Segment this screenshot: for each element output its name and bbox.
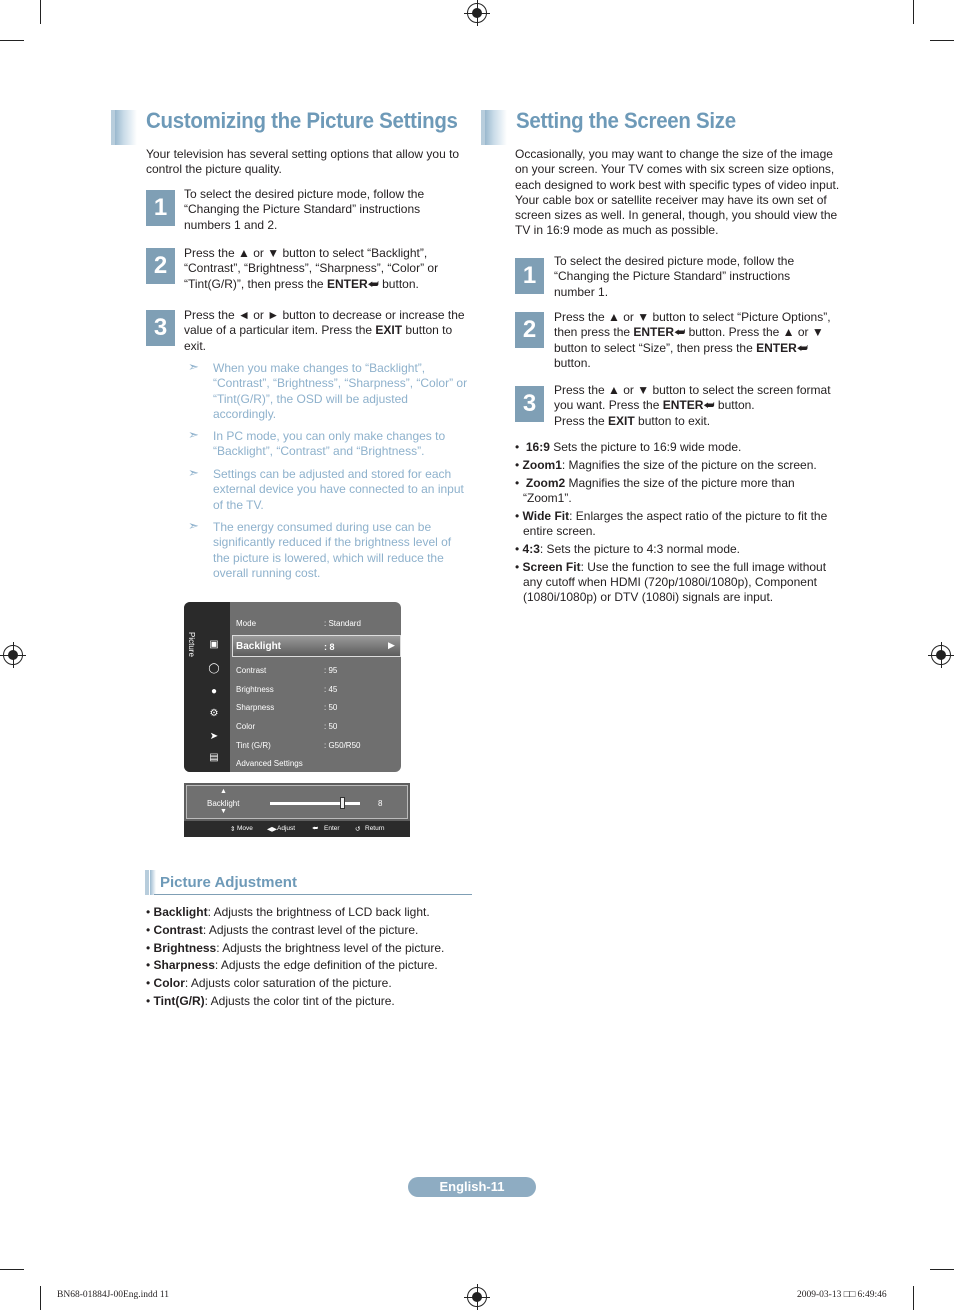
footer-adjust: Adjust	[277, 825, 296, 832]
osd-sidebar-label: Picture	[187, 632, 196, 657]
registration-mark-icon	[3, 645, 23, 665]
setup-icon: ⚙	[209, 708, 219, 719]
list-item: • 4:3: Sets the picture to 4:3 normal mode.	[515, 541, 740, 556]
osd-row-value: : 95	[324, 666, 338, 675]
crop-mark	[930, 40, 954, 41]
move-icon: ⇕	[230, 826, 236, 833]
step-number: 1	[146, 190, 175, 226]
osd-row-label: Brightness	[236, 685, 274, 694]
step-text: Press the ▲ or ▼ button to select the screen format you want. Press the ENTER⮨ button. Press the EXIT button to exit.	[554, 383, 831, 428]
crop-mark	[0, 40, 24, 41]
picture-osd-menu	[184, 602, 401, 772]
footer-file-name: BN68-01884J-00Eng.indd 11	[57, 1290, 170, 1300]
slider-footer	[184, 821, 410, 837]
step-text: Press the ▲ or ▼ button to select “Backlight”, “Contrast”, “Brightness”, “Sharpness”, “Color” or “Tint(G/R)”, then press the ENTER⮨ button.	[184, 246, 439, 291]
osd-row-label: Color	[236, 722, 256, 731]
osd-sidebar	[184, 602, 230, 772]
note-arrow-icon: ➣	[188, 359, 199, 374]
sound-icon: ◯	[208, 663, 220, 674]
footer-return: Return	[365, 825, 385, 832]
input-icon: ➤	[209, 731, 219, 742]
right-arrow-icon: ▶	[388, 640, 395, 650]
crop-mark	[40, 1286, 41, 1310]
step-number: 3	[515, 386, 544, 422]
crop-mark	[913, 0, 914, 24]
section-title-picture-settings: Customizing the Picture Settings	[146, 108, 458, 133]
sub-title-bar-icon	[145, 870, 149, 895]
step-text: Press the ▲ or ▼ button to select “Picture Options”, then press the ENTER⮨ button. Press the ▲ or ▼ button to select “Size”, then press the ENTER⮨ button.	[554, 310, 831, 370]
note-arrow-icon: ➣	[188, 518, 199, 533]
enter-icon: ⮨	[367, 276, 379, 291]
list-item: • Color: Adjusts color saturation of the picture.	[146, 976, 392, 991]
section-bar-icon	[483, 110, 507, 145]
list-item: • Tint(G/R): Adjusts the color tint of the picture.	[146, 993, 395, 1008]
slider-value: 8	[378, 799, 383, 808]
slider-panel	[186, 785, 408, 819]
note-text: In PC mode, you can only make changes to “Backlight”, “Contrast” and “Brightness”.	[213, 429, 446, 459]
list-item: • Wide Fit: Enlarges the aspect ratio of the picture to fit the entire screen.	[515, 508, 828, 538]
osd-row-value: : 50	[324, 703, 338, 712]
step-number: 1	[515, 258, 544, 294]
down-arrow-icon: ▼	[220, 808, 227, 815]
note-arrow-icon: ➣	[188, 427, 199, 442]
section-bar-icon	[113, 110, 137, 145]
osd-row-label: Mode	[236, 619, 257, 628]
step-number: 2	[515, 312, 544, 348]
osd-row-label: Advanced Settings	[236, 759, 303, 768]
osd-row-label: Contrast	[236, 666, 267, 675]
picture-icon: ▣	[209, 639, 219, 650]
osd-row-label: Tint (G/R)	[236, 741, 271, 750]
osd-row-value: : Standard	[324, 619, 361, 628]
adjust-icon: ◀▶	[267, 826, 277, 833]
step-text: To select the desired picture mode, follow the “Changing the Picture Standard” instructions numbers 1 and 2.	[184, 187, 425, 232]
channel-icon: ●	[210, 686, 218, 697]
page-number-badge: English-11	[408, 1177, 536, 1197]
registration-mark-icon	[467, 1287, 487, 1307]
list-item: • Sharpness: Adjusts the edge definition of the picture.	[146, 958, 438, 973]
osd-row-value: : G50/R50	[324, 741, 361, 750]
intro-text: Occasionally, you may want to change the size of the image on your screen. Your TV comes with six screen size options, each designed to work best with specific types of video input. Your cable box or satellite receiver may have its own set of screen sizes as well. In general, though, you should view the TV in 16:9 mode as much as possible.	[515, 147, 840, 238]
osd-row-value: : 45	[324, 685, 338, 694]
crop-mark	[0, 1269, 24, 1270]
list-item: • Brightness: Adjusts the brightness level of the picture.	[146, 940, 445, 955]
enter-icon: ⮨	[703, 398, 715, 413]
registration-mark-icon	[931, 645, 951, 665]
slider-label: Backlight	[207, 799, 240, 808]
up-arrow-icon: ▲	[220, 788, 227, 795]
footer-enter: Enter	[324, 825, 340, 832]
section-title-screen-size: Setting the Screen Size	[516, 108, 736, 133]
list-item: • Zoom1: Magnifies the size of the picture on the screen.	[515, 457, 817, 472]
footer-timestamp: 2009-03-13 □□ 6:49:46	[797, 1290, 887, 1300]
screen-size-list	[515, 440, 845, 605]
sub-title-bar-icon	[150, 870, 156, 895]
slider-thumb	[340, 797, 345, 809]
sub-title-picture-adjustment: Picture Adjustment	[160, 874, 297, 891]
step-number: 2	[146, 248, 175, 284]
list-item: • Contrast: Adjusts the contrast level of the picture.	[146, 922, 419, 937]
note-text: The energy consumed during use can be significantly reduced if the brightness level of the picture is lowered, which will reduce the overall running cost.	[213, 520, 452, 580]
note-text: Settings can be adjusted and stored for each external device you have connected to an input of the TV.	[213, 467, 464, 512]
backlight-slider-osd	[184, 783, 410, 837]
crop-mark	[930, 1269, 954, 1270]
osd-row-value: : 50	[324, 722, 338, 731]
step-number: 3	[146, 310, 175, 346]
note-text: When you make changes to “Backlight”, “Contrast”, “Brightness”, “Sharpness”, “Color” or “Tint(G/R)”, the OSD will be adjusted accordingly.	[213, 361, 468, 421]
application-icon: ▤	[209, 752, 219, 763]
crop-mark	[40, 0, 41, 24]
intro-text: Your television has several setting options that allow you to control the picture quality.	[146, 147, 460, 177]
footer-move: Move	[237, 825, 253, 832]
enter-icon: ⮨	[674, 325, 686, 340]
enter-icon: ⮨	[796, 340, 808, 355]
step-text: Press the ◄ or ► button to decrease or increase the value of a particular item. Press the EXIT button to exit.	[184, 308, 465, 353]
return-icon: ↺	[355, 826, 361, 833]
registration-mark-icon	[467, 3, 487, 23]
adjust-list	[146, 904, 444, 1011]
osd-row-label: Backlight	[236, 641, 282, 652]
crop-mark	[913, 1286, 914, 1310]
list-item: • 16:9 Sets the picture to 16:9 wide mode.	[515, 440, 742, 454]
list-item: • Zoom2 Magnifies the size of the picture more than “Zoom1”.	[515, 475, 795, 505]
osd-row-value: : 8	[324, 642, 335, 652]
sub-title-underline	[154, 894, 472, 895]
slider-track	[270, 802, 360, 805]
list-item: • Screen Fit: Use the function to see the full image without any cutoff when HDMI (720p/1080i/1080p), Component (1080i/1080p) or DTV (1080i) signals are input.	[515, 559, 827, 605]
step-text: To select the desired picture mode, follow the “Changing the Picture Standard” instructions number 1.	[554, 254, 795, 299]
enter-icon: ⮨	[312, 825, 319, 832]
osd-row-label: Sharpness	[236, 703, 275, 712]
list-item: • Backlight: Adjusts the brightness of LCD back light.	[146, 905, 430, 919]
note-arrow-icon: ➣	[188, 465, 199, 480]
